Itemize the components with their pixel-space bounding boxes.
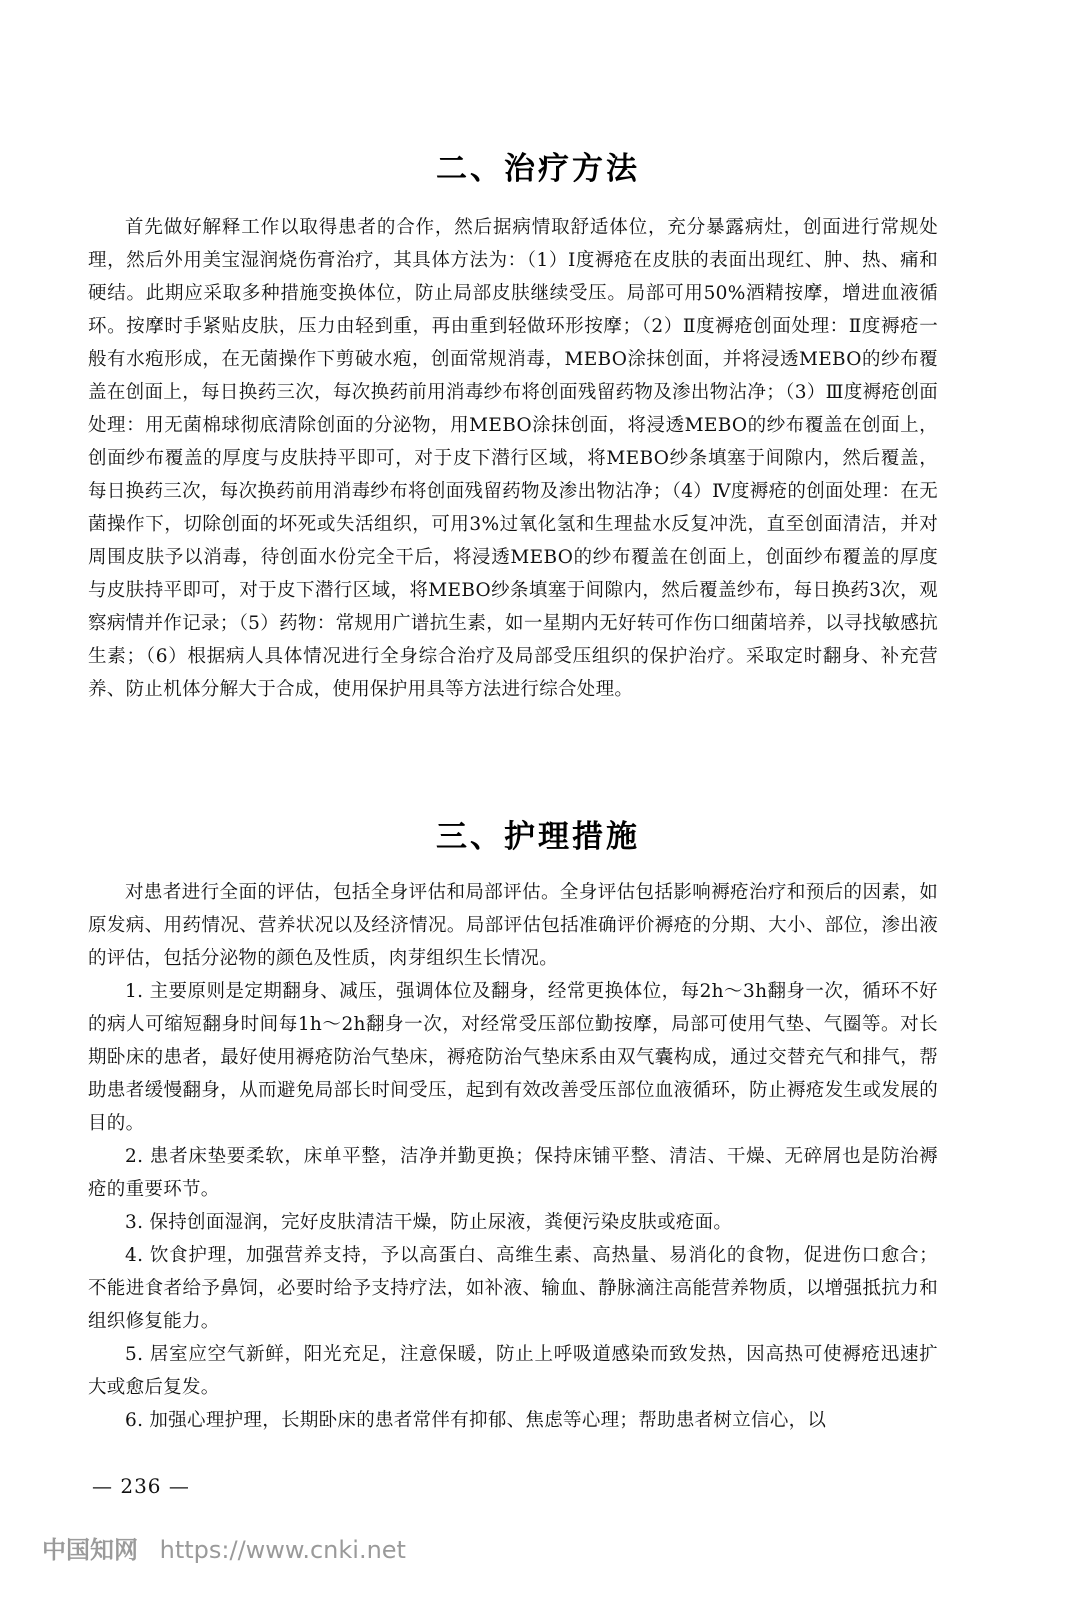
paragraph: 首先做好解释工作以取得患者的合作，然后据病情取舒适体位，充分暴露病灶，创面进行常规处理，然后外用美宝湿润烧伤膏治疗，其具体方法为：（1）Ⅰ度褥疮在皮肤的表面出现红、肿、热、痛和硬结。此期应采取多种措施变换体位，防止局部皮肤继续受压。局部可用50%酒精按摩，增进血液循环。按摩时手紧贴皮肤，压力由轻到重，再由重到轻做环形按摩；（2）Ⅱ度褥疮创面处理：Ⅱ度褥疮一般有水疱形成，在无菌操作下剪破水疱，创面常规消毒，MEBO涂抹创面，并将浸透MEBO的纱布覆盖在创面上，每日换药三次，每次换药前用消毒纱布将创面残留药物及渗出物沾净；（3）Ⅲ度褥疮创面处理：用无菌棉球彻底清除创面的分泌物，用MEBO涂抹创面，将浸透MEBO的纱布覆盖在创面上，创面纱布覆盖的厚度与皮肤持平即可，对于皮下潜行区域，将MEBO纱条填塞于间隙内，然后覆盖，每日换药三次，每次换药前用消毒纱布将创面残留药物及渗出物沾净；（4）Ⅳ度褥疮的创面处理：在无菌操作下，切除创面的坏死或失活组织，可用3%过氧化氢和生理盐水反复冲洗，直至创面清洁，并对周围皮肤予以消毒，待创面水份完全干后，将浸透MEBO的纱布覆盖在创面上，创面纱布覆盖的厚度与皮肤持平即可，对于皮下潜行区域，将MEBO纱条填塞于间隙内，然后覆盖纱布，每日换药3次，观察病情并作记录；（5）药物：常规用广谱抗生素，如一星期内无好转可作伤口细菌培养，以寻找敏感抗生素；（6）根据病人具体情况进行全身综合治疗及局部受压组织的保护治疗。采取定时翻身、补充营养、防止机体分解大于合成，使用保护用具等方法进行综合处理。 bbox=[88, 217, 938, 700]
list-item: 1. 主要原则是定期翻身、减压，强调体位及翻身，经常更换体位，每2h～3h翻身一次，循环不好的病人可缩短翻身时间每1h～2h翻身一次，对经常受压部位勤按摩，局部可使用气垫、气圈等。对长期卧床的患者，最好使用褥疮防治气垫床，褥疮防治气垫床系由双气囊构成，通过交替充气和排气，帮助患者缓慢翻身，从而避免局部长时间受压，起到有效改善受压部位血液循环，防止褥疮发生或发展的目的。 bbox=[88, 981, 938, 1134]
watermark-url: https://www.cnki.net bbox=[159, 1536, 406, 1564]
list-item: 4. 饮食护理，加强营养支持，予以高蛋白、高维生素、高热量、易消化的食物，促进伤口愈合；不能进食者给予鼻饲，必要时给予支持疗法，如补液、输血、静脉滴注高能营养物质，以增强抵抗力和组织修复能力。 bbox=[88, 1245, 938, 1332]
list-item: 2. 患者床垫要柔软，床单平整，洁净并勤更换；保持床铺平整、清洁、干燥、无碎屑也是防治褥疮的重要环节。 bbox=[88, 1146, 938, 1200]
section-body-treatment bbox=[88, 211, 938, 706]
list-item: 5. 居室应空气新鲜，阳光充足，注意保暖，防止上呼吸道感染而致发热，因高热可使褥疮迅速扩大或愈后复发。 bbox=[88, 1344, 938, 1398]
page-number: — 236 — bbox=[92, 1474, 190, 1498]
section-body-nursing bbox=[88, 876, 938, 1437]
section-heading-treatment: 二、治疗方法 bbox=[436, 151, 640, 187]
watermark-brand: 中国知网 bbox=[42, 1536, 138, 1564]
paragraph: 对患者进行全面的评估，包括全身评估和局部评估。全身评估包括影响褥疮治疗和预后的因素，如原发病、用药情况、营养状况以及经济情况。局部评估包括准确评价褥疮的分期、大小、部位，渗出液的评估，包括分泌物的颜色及性质，肉芽组织生长情况。 bbox=[88, 882, 938, 969]
list-item: 3. 保持创面湿润，完好皮肤清洁干燥，防止尿液，粪便污染皮肤或疮面。 bbox=[125, 1212, 733, 1233]
list-item: 6. 加强心理护理，长期卧床的患者常伴有抑郁、焦虑等心理；帮助患者树立信心，以 bbox=[125, 1410, 827, 1431]
watermark bbox=[42, 1530, 406, 1565]
section-heading-nursing: 三、护理措施 bbox=[436, 819, 640, 855]
